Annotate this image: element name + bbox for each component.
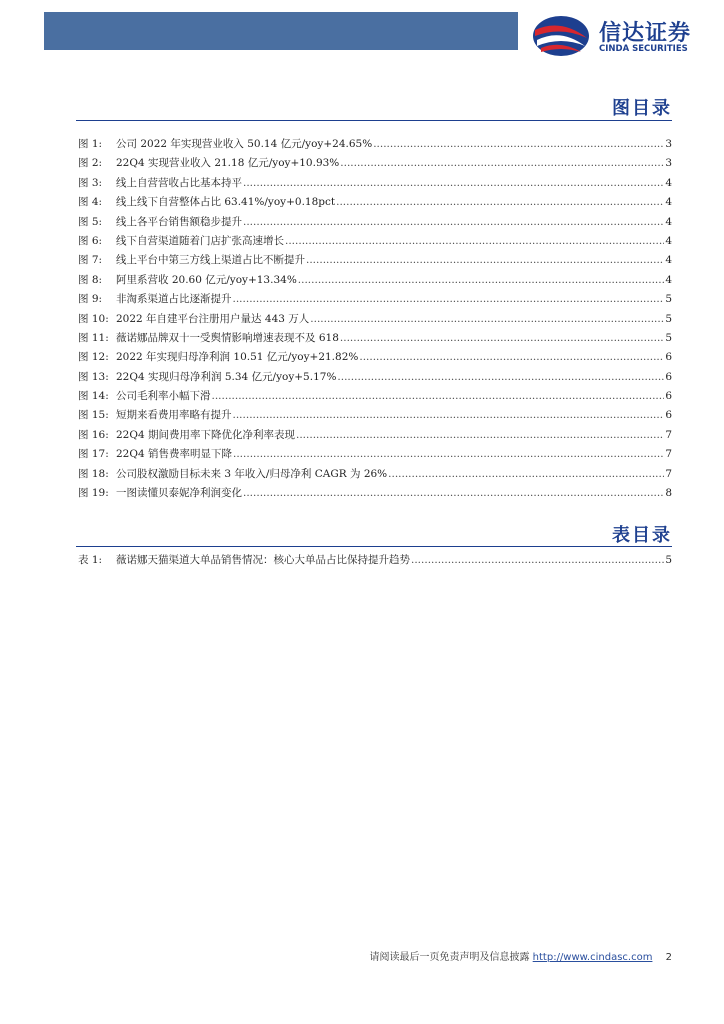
toc-entry-title[interactable]: 线上自营营收占比基本持平	[116, 176, 242, 189]
toc-entry-page: 5	[665, 331, 672, 344]
cinda-logo-mark-icon	[531, 14, 591, 58]
figure-toc-entry[interactable]	[78, 174, 672, 193]
figure-toc-entry[interactable]	[78, 368, 672, 387]
figure-toc-entry[interactable]	[78, 135, 672, 154]
toc-dot-leader	[310, 310, 664, 329]
toc-entry-page: 6	[665, 351, 672, 364]
toc-entry-title[interactable]: 22Q4 实现营业收入 21.18 亿元/yoy+10.93%	[116, 157, 340, 170]
figure-toc-list	[78, 135, 672, 503]
toc-dot-leader	[388, 465, 664, 484]
toc-entry-title[interactable]: 线上平台中第三方线上渠道占比不断提升	[116, 254, 305, 267]
toc-entry-title[interactable]: 22Q4 期间费用率下降优化净利率表现	[116, 428, 295, 441]
table-toc-entry[interactable]	[78, 551, 672, 570]
figure-toc-divider	[76, 120, 672, 121]
toc-dot-leader	[373, 135, 664, 154]
toc-dot-leader	[340, 154, 664, 173]
toc-entry-page: 6	[665, 390, 672, 403]
toc-entry-page: 7	[665, 428, 672, 441]
toc-entry-label: 表 1:	[78, 554, 103, 566]
toc-dot-leader	[411, 551, 664, 570]
toc-dot-leader	[306, 251, 664, 270]
figure-toc-entry[interactable]	[78, 290, 672, 309]
toc-dot-leader	[336, 193, 664, 212]
toc-dot-leader	[285, 232, 664, 251]
toc-entry-title[interactable]: 薇诺娜天猫渠道大单品销售情况：核心大单品占比保持提升趋势	[116, 554, 410, 566]
toc-entry-title[interactable]: 2022 年实现归母净利润 10.51 亿元/yoy+21.82%	[116, 351, 359, 364]
page-number: 2	[665, 952, 672, 963]
footer-link[interactable]: http://www.cindasc.com	[532, 952, 653, 963]
toc-entry-label: 图 14:	[78, 390, 109, 403]
toc-entry-label: 图 15:	[78, 409, 109, 422]
toc-dot-leader	[233, 290, 665, 309]
toc-entry-page: 8	[665, 487, 672, 500]
header-band	[44, 12, 518, 50]
toc-entry-label: 图 11:	[78, 331, 109, 344]
figure-toc-entry[interactable]	[78, 154, 672, 173]
toc-entry-label: 图 10:	[78, 312, 109, 325]
page-footer	[369, 948, 672, 963]
toc-entry-label: 图 19:	[78, 487, 109, 500]
toc-entry-label: 图 3:	[78, 176, 103, 189]
table-toc-divider	[76, 546, 672, 547]
table-toc-heading: 表目录	[612, 525, 672, 546]
toc-dot-leader	[243, 484, 664, 503]
toc-dot-leader	[337, 368, 664, 387]
toc-entry-page: 4	[665, 273, 672, 286]
toc-entry-title[interactable]: 短期来看费用率略有提升	[116, 409, 232, 422]
figure-toc-entry[interactable]	[78, 348, 672, 367]
toc-entry-title[interactable]: 线上各平台销售额稳步提升	[116, 215, 242, 228]
toc-entry-title[interactable]: 公司毛利率小幅下滑	[116, 390, 211, 403]
figure-toc-entry[interactable]	[78, 387, 672, 406]
toc-dot-leader	[296, 426, 664, 445]
figure-toc-entry[interactable]	[78, 310, 672, 329]
figure-toc-entry[interactable]	[78, 484, 672, 503]
toc-entry-label: 图 1:	[78, 138, 103, 150]
figure-toc-entry[interactable]	[78, 426, 672, 445]
toc-entry-page: 4	[665, 215, 672, 228]
toc-entry-title[interactable]: 公司 2022 年实现营业收入 50.14 亿元/yoy+24.65%	[116, 138, 373, 150]
figure-toc-entry[interactable]	[78, 193, 672, 212]
toc-entry-title[interactable]: 一图读懂贝泰妮净利润变化	[116, 487, 242, 500]
toc-entry-label: 图 17:	[78, 448, 109, 461]
toc-entry-page: 3	[665, 138, 672, 150]
figure-toc-entry[interactable]	[78, 406, 672, 425]
toc-dot-leader	[298, 271, 665, 290]
toc-entry-page: 5	[665, 554, 672, 566]
toc-entry-label: 图 5:	[78, 215, 103, 228]
cinda-logo	[531, 14, 711, 58]
toc-dot-leader	[212, 387, 665, 406]
toc-entry-title[interactable]: 公司股权激励目标未来 3 年收入/归母净利 CAGR 为 26%	[116, 467, 388, 480]
toc-dot-leader	[233, 445, 664, 464]
toc-entry-label: 图 9:	[78, 293, 103, 306]
toc-entry-page: 4	[665, 176, 672, 189]
toc-entry-label: 图 18:	[78, 467, 109, 480]
footer-disclaimer: 请阅读最后一页免责声明及信息披露	[369, 952, 530, 963]
toc-entry-title[interactable]: 非淘系渠道占比逐渐提升	[116, 293, 232, 306]
logo-text-en: CINDA SECURITIES	[599, 44, 688, 54]
toc-dot-leader	[233, 406, 665, 425]
figure-toc-heading: 图目录	[612, 98, 672, 119]
figure-toc-entry[interactable]	[78, 213, 672, 232]
toc-entry-title[interactable]: 阿里系营收 20.60 亿元/yoy+13.34%	[116, 273, 297, 286]
toc-entry-page: 6	[665, 409, 672, 422]
toc-entry-page: 4	[665, 234, 672, 247]
figure-toc-entry[interactable]	[78, 465, 672, 484]
toc-entry-title[interactable]: 2022 年自建平台注册用户量达 443 万人	[116, 312, 310, 325]
figure-toc-entry[interactable]	[78, 329, 672, 348]
toc-entry-title[interactable]: 薇诺娜品牌双十一受舆情影响增速表现不及 618	[116, 331, 339, 344]
figure-toc-entry[interactable]	[78, 251, 672, 270]
toc-entry-page: 7	[665, 467, 672, 480]
toc-entry-label: 图 12:	[78, 351, 109, 364]
toc-entry-label: 图 4:	[78, 196, 103, 209]
toc-entry-title[interactable]: 22Q4 实现归母净利润 5.34 亿元/yoy+5.17%	[116, 370, 337, 383]
toc-entry-label: 图 13:	[78, 370, 109, 383]
toc-dot-leader	[243, 174, 664, 193]
toc-entry-page: 7	[665, 448, 672, 461]
toc-dot-leader	[243, 213, 664, 232]
logo-text-cn: 信达证券	[599, 21, 692, 46]
toc-entry-title[interactable]: 线上线下自营整体占比 63.41%/yoy+0.18pct	[116, 196, 336, 209]
toc-entry-label: 图 8:	[78, 273, 103, 286]
toc-dot-leader	[359, 348, 664, 367]
figure-toc-entry[interactable]	[78, 271, 672, 290]
toc-entry-page: 3	[665, 157, 672, 170]
toc-entry-label: 图 16:	[78, 428, 109, 441]
toc-entry-label: 图 7:	[78, 254, 103, 267]
toc-entry-page: 6	[665, 370, 672, 383]
figure-toc-entry[interactable]	[78, 232, 672, 251]
toc-dot-leader	[340, 329, 664, 348]
toc-entry-page: 5	[665, 312, 672, 325]
toc-entry-page: 4	[665, 196, 672, 209]
toc-entry-title[interactable]: 线下自营渠道随着门店扩张高速增长	[116, 234, 284, 247]
toc-entry-label: 图 6:	[78, 234, 103, 247]
table-toc-list	[78, 551, 672, 570]
toc-entry-label: 图 2:	[78, 157, 103, 170]
figure-toc-entry[interactable]	[78, 445, 672, 464]
toc-entry-page: 5	[665, 293, 672, 306]
toc-entry-page: 4	[665, 254, 672, 267]
toc-entry-title[interactable]: 22Q4 销售费率明显下降	[116, 448, 232, 461]
